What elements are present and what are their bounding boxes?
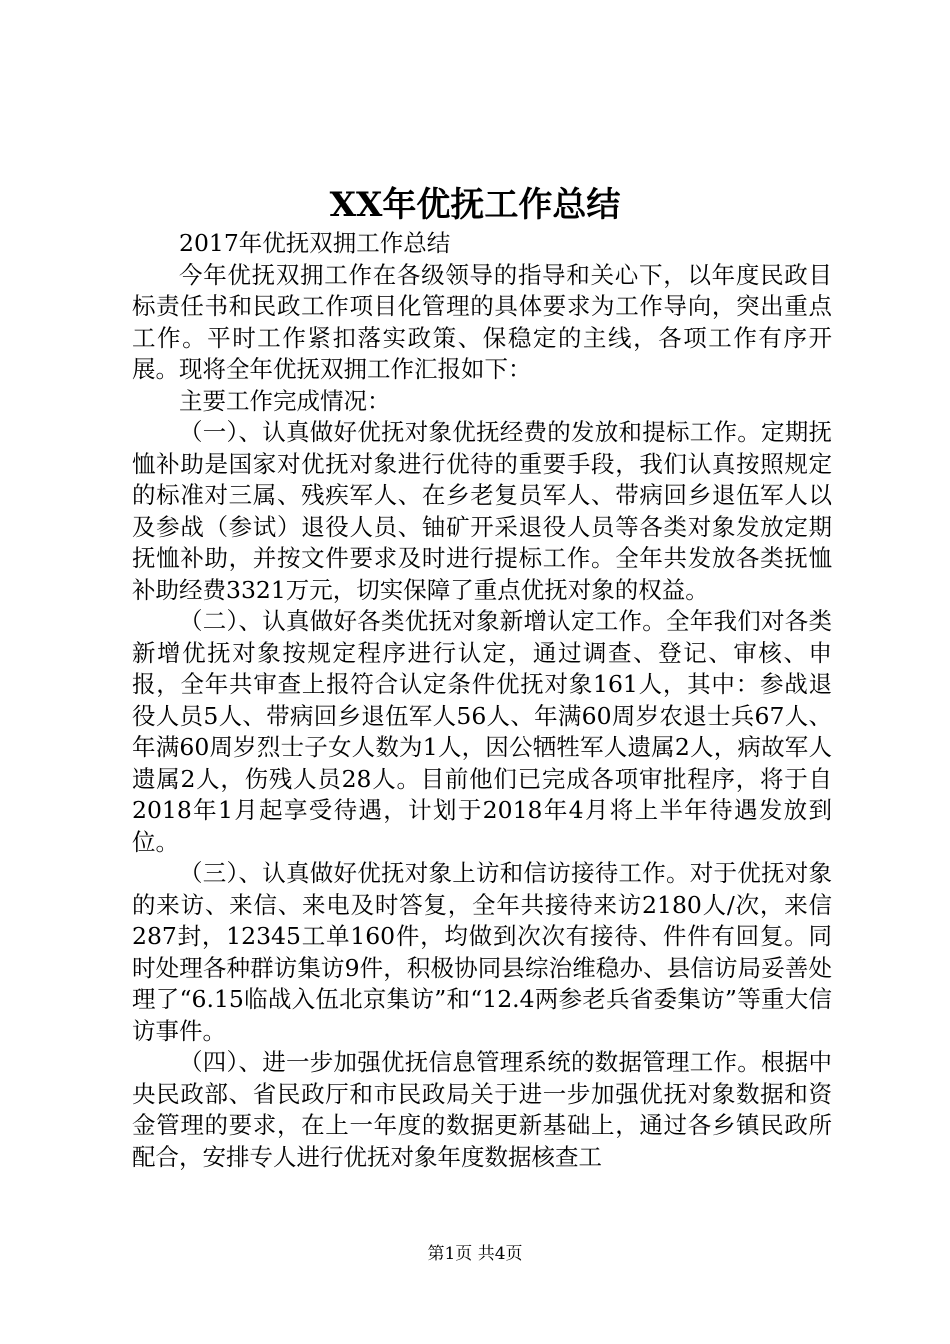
section-4-paragraph: （四）、进一步加强优抚信息管理系统的数据管理工作。根据中央民政部、省民政厅和市民政局关于进一步加强优抚对象数据和资金管理的要求，在上一年度的数据更新基础上，通过各乡镇民政所配合，安排专人进行优抚对象年度数据核查工	[132, 1048, 832, 1171]
intro-paragraph: 今年优抚双拥工作在各级领导的指导和关心下，以年度民政目标责任书和民政工作项目化管理的具体要求为工作导向，突出重点工作。平时工作紧扣落实政策、保稳定的主线，各项工作有序开展。现将全年优抚双拥工作汇报如下：	[132, 260, 832, 383]
section-2-paragraph: （二）、认真做好各类优抚对象新增认定工作。全年我们对各类新增优抚对象按规定程序进行认定，通过调查、登记、审核、申报，全年共审查上报符合认定条件优抚对象161人，其中：参战退役人员5人、带病回乡退伍军人56人、年满60周岁农退士兵67人、年满60周岁烈士子女人数为1人，因公牺牲军人遗属2人，病故军人遗属2人，伤残人员28人。目前他们已完成各项审批程序，将于自2018年1月起享受待遇，计划于2018年4月将上半年待遇发放到位。	[132, 607, 832, 856]
page-footer: 第1页 共4页	[427, 1244, 523, 1264]
document-title: XX年优抚工作总结	[329, 185, 621, 225]
section-1-paragraph: （一）、认真做好优抚对象优抚经费的发放和提标工作。定期抚恤补助是国家对优抚对象进行优待的重要手段，我们认真按照规定的标准对三属、残疾军人、在乡老复员军人、带病回乡退伍军人以及参战（参试）退役人员、铀矿开采退役人员等各类对象发放定期抚恤补助，并按文件要求及时进行提标工作。全年共发放各类抚恤补助经费3321万元，切实保障了重点优抚对象的权益。	[132, 418, 832, 604]
section-3-paragraph: （三）、认真做好优抚对象上访和信访接待工作。对于优抚对象的来访、来信、来电及时答复，全年共接待来访2180人/次，来信287封，12345工单160件，均做到次次有接待、件件有回复。同时处理各种群访集访9件，积极协同县综治维稳办、县信访局妥善处理了“6.15临战入伍北京集访”和“12.4两参老兵省委集访”等重大信访事件。	[132, 859, 832, 1045]
subtitle-paragraph: 2017年优抚双拥工作总结	[179, 229, 451, 257]
section-heading: 主要工作完成情况：	[179, 386, 391, 415]
document-body	[132, 228, 832, 1173]
